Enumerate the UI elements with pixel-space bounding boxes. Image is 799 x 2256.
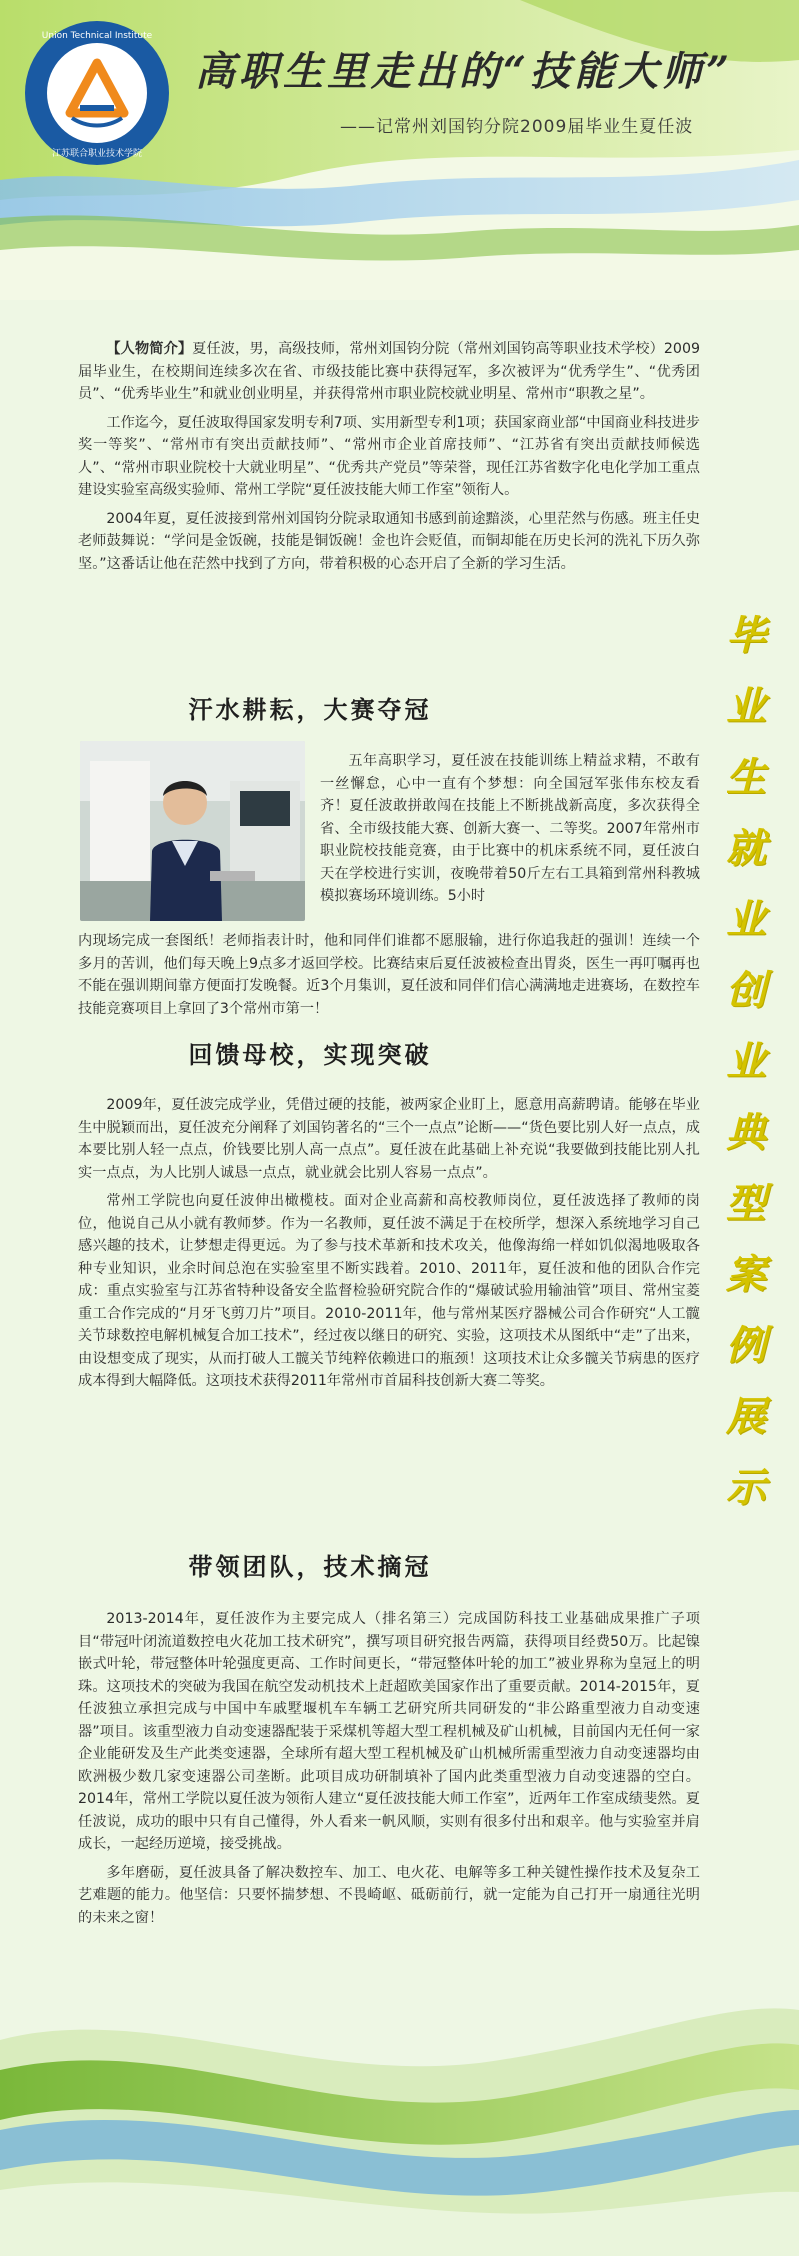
- banner-char: 业: [726, 1038, 766, 1085]
- section-title-2: 回馈母校，实现突破: [188, 1041, 432, 1069]
- banner-char: 毕: [726, 612, 766, 659]
- section-title-3: 带领团队，技术摘冠: [188, 1553, 432, 1581]
- intro-paragraph-3: 2004年夏，夏任波接到常州刘国钧分院录取通知书感到前途黯淡，心里茫然与伤感。班主任史老师鼓舞说：“学问是金饭碗，技能是铜饭碗！金也许会贬值，而铜却能在历史长河的洗礼下历久弥坚。”这番话让他在茫然中找到了方向，带着积极的心态开启了全新的学习生活。: [78, 510, 700, 572]
- intro-paragraph-2: 工作迄今，夏任波取得国家发明专利7项、实用新型专利1项；获国家商业部“中国商业科技进步奖一等奖”、“常州市有突出贡献技师”、“常州市企业首席技师”、“江苏省有突出贡献技师候选人”、“常州市职业院校十大就业明星”、“优秀共产党员”等荣誉，现任江苏省数字化电化学加工重点建设实验室高级实验师、常州工学院“夏任波技能大师工作室”领衔人。: [78, 414, 700, 498]
- banner-char: 生: [726, 754, 766, 801]
- section2-block: [78, 1094, 700, 1399]
- section2-paragraph-2: 常州工学院也向夏任波伸出橄榄枝。面对企业高薪和高校教师岗位，夏任波选择了教师的岗位，他说自己从小就有教师梦。作为一名教师，夏任波不满足于在校所学，想深入系统地学习自己感兴趣的技术，让梦想走得更远。为了参与技术革新和技术攻关，他像海绵一样如饥似渴地吸取各种专业知识，业余时间总泡在实验室里不断实践着。2010、2011年，夏任波和他的团队合作完成：重点实验室与江苏省特种设备安全监督检验研究院合作的“爆破试验用输油管”项目、常州宝菱重工合作完成的“月牙飞剪刀片”项目。2010-2011年，他与常州某医疗器械公司合作研究“人工髋关节球数控电解机械复合加工技术”，经过夜以继日的研究、实验，这项技术从图纸中“走”了出来，由设想变成了现实，从而打破人工髋关节纯粹依赖进口的瓶颈！这项技术让众多髋关节病患的医疗成本得到大幅降低。这项技术获得2011年常州市首届科技创新大赛二等奖。: [78, 1193, 700, 1389]
- section2-paragraph-1: 2009年，夏任波完成学业，凭借过硬的技能，被两家企业盯上，愿意用高薪聘请。能够在毕业生中脱颖而出，夏任波充分阐释了刘国钧著名的“三个一点点”论断——“货色要比别人好一点点，成本要比别人轻一点点，价钱要比别人高一点点”。夏任波在此基础上补充说“我要做到技能比别人扎实一点点，为人比别人诚恳一点点，就业就会比别人容易一点点”。: [78, 1097, 700, 1181]
- intro-paragraph: [78, 338, 700, 406]
- svg-text:Union Technical Institute: Union Technical Institute: [41, 31, 153, 41]
- banner-char: 案: [726, 1251, 766, 1298]
- page-headline: 高职生里走出的“技能大师”: [195, 48, 734, 95]
- intro-block: [78, 338, 700, 581]
- banner-char: 型: [726, 1180, 766, 1227]
- section3-paragraph-1: 2013-2014年，夏任波作为主要完成人（排名第三）完成国防科技工业基础成果推广子项目“带冠叶闭流道数控电火花加工技术研究”，撰写项目研究报告两篇，获得项目经费50万。比起镍嵌式叶轮，带冠整体叶轮强度更高、工作时间更长，“带冠整体叶轮的加工”被业界称为皇冠上的明珠。这项技术的突破为我国在航空发动机技术上赶超欧美国家作出了重要贡献。2014-2015年，夏任波独立承担完成与中国中车戚墅堰机车车辆工艺研究所共同研发的“非公路重型液力自动变速器”项目。该重型液力自动变速器配装于采煤机等超大型工程机械及矿山机械，目前国内无任何一家企业能研发及生产此类变速器，全球所有超大型工程机械及矿山机械所需重型液力自动变速器均由欧洲极少数几家变速器公司垄断。此项目成功研制填补了国内此类重型液力自动变速器的空白。2014年，常州工学院以夏任波为领衔人建立“夏任波技能大师工作室”，近两年工作室成绩斐然。夏任波说，成功的眼中只有自己懂得，外人看来一帆风顺，实则有很多付出和艰辛。他与实验室并肩成长，一起经历逆境，接受挑战。: [78, 1611, 700, 1852]
- page-subheadline: ——记常州刘国钧分院2009届毕业生夏任波: [340, 117, 694, 137]
- institute-logo: [22, 18, 172, 168]
- intro-text: 夏任波，男，高级技师，常州刘国钧分院（常州刘国钧高等职业技术学校）2009届毕业生，在校期间连续多次在省、市级技能比赛中获得冠军，多次被评为“优秀学生”、“优秀团员”、“优秀毕业生”和就业创业明星，并获得常州市职业院校就业明星、常州市“职教之星”。: [78, 341, 700, 402]
- section3-paragraph-2: 多年磨砺，夏任波具备了解决数控车、加工、电火花、电解等多工种关键性操作技术及复杂工艺难题的能力。他坚信：只要怀揣梦想、不畏崎岖、砥砺前行，就一定能为自己打开一扇通往光明的未来之窗！: [78, 1864, 700, 1926]
- section1-paragraph-wrap: 五年高职学习，夏任波在技能训练上精益求精，不敢有一丝懈怠，心中一直有个梦想：向全国冠军张伟东校友看齐！夏任波敢拼敢闯在技能上不断挑战新高度，多次获得全省、全市级技能大赛、创新大赛一、二等奖。2007年常州市职业院校技能竞赛，由于比赛中的机床系统不同，夏任波白天在学校进行实训，夜晚带着50斤左右工具箱到常州科教城模拟赛场环境训练。5小时: [320, 753, 700, 904]
- banner-char: 创: [726, 967, 766, 1014]
- banner-char: 业: [726, 896, 766, 943]
- section1-paragraph-continued: 内现场完成一套图纸！老师指表计时，他和同伴们谁都不愿服输，进行你追我赶的强训！连续一个多月的苦训，他们每天晚上9点多才返回学校。比赛结束后夏任波被检查出胃炎，医生一再叮嘱再也不能在强训期间靠方便面打发晚餐。近3个月集训，夏任波和同伴们信心满满地走进赛场，在数控车技能竞赛项目上拿回了3个常州市第一！: [78, 933, 700, 1017]
- banner-char: 例: [726, 1322, 766, 1369]
- intro-label: 【人物简介】: [106, 341, 193, 357]
- banner-char: 展: [726, 1393, 766, 1440]
- vertical-banner: [716, 600, 776, 1523]
- banner-char: 就: [726, 825, 766, 872]
- section3-block: [78, 1608, 700, 1935]
- banner-char: 典: [726, 1109, 766, 1156]
- banner-char: 业: [726, 683, 766, 730]
- portrait-photo: [80, 741, 305, 921]
- footer-wave-decoration: [0, 1960, 799, 2256]
- svg-text:江苏联合职业技术学院: 江苏联合职业技术学院: [51, 149, 143, 159]
- banner-char: 示: [726, 1464, 766, 1511]
- section-title-1: 汗水耕耘，大赛夺冠: [188, 696, 432, 724]
